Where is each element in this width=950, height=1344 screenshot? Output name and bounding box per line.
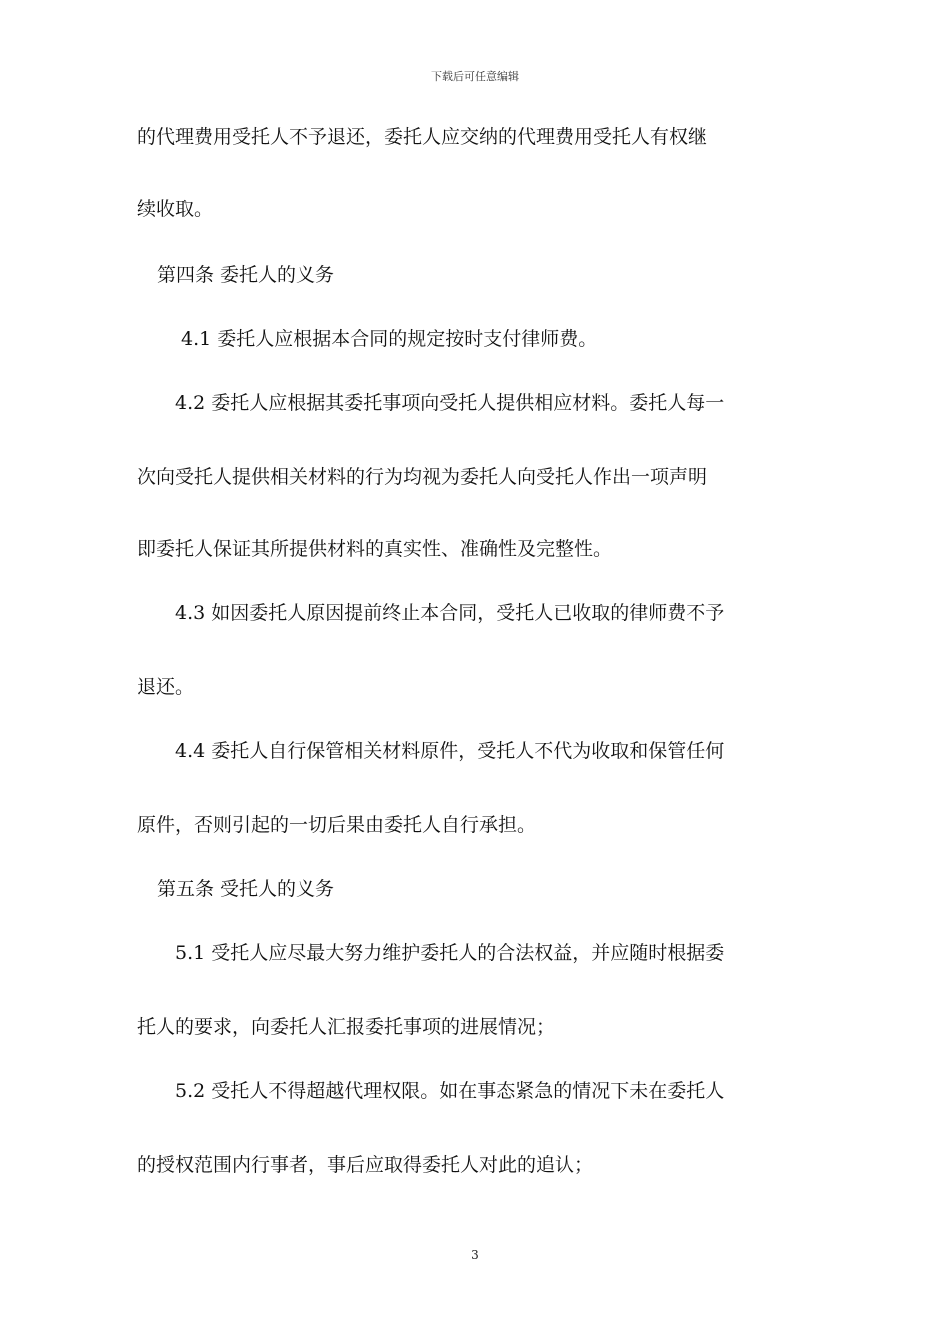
body-line: 5.1 受托人应尽最大努力维护委托人的合法权益，并应随时根据委 (175, 942, 725, 964)
body-line: 的代理费用受托人不予退还，委托人应交纳的代理费用受托人有权继 (137, 126, 708, 148)
body-line: 原件，否则引起的一切后果由委托人自行承担。 (137, 814, 537, 836)
body-line: 4.2 委托人应根据其委托事项向受托人提供相应材料。委托人每一 (175, 392, 725, 414)
body-line: 4.4 委托人自行保管相关材料原件，受托人不代为收取和保管任何 (175, 740, 725, 762)
header-note: 下载后可任意编辑 (431, 70, 519, 83)
section-heading: 第五条 受托人的义务 (157, 878, 335, 900)
body-line: 的授权范围内行事者，事后应取得委托人对此的追认； (137, 1154, 594, 1176)
page-number: 3 (471, 1248, 479, 1262)
body-line: 即委托人保证其所提供材料的真实性、准确性及完整性。 (137, 538, 613, 560)
body-line: 次向受托人提供相关材料的行为均视为委托人向受托人作出一项声明 (137, 466, 708, 488)
body-line: 4.1 委托人应根据本合同的规定按时支付律师费。 (181, 328, 598, 350)
body-line: 5.2 受托人不得超越代理权限。如在事态紧急的情况下未在委托人 (175, 1080, 725, 1102)
body-line: 续收取。 (137, 198, 214, 220)
body-line: 4.3 如因委托人原因提前终止本合同，受托人已收取的律师费不予 (175, 602, 725, 624)
body-line: 托人的要求，向委托人汇报委托事项的进展情况； (137, 1016, 556, 1038)
section-heading: 第四条 委托人的义务 (157, 264, 335, 286)
body-line: 退还。 (137, 676, 195, 698)
